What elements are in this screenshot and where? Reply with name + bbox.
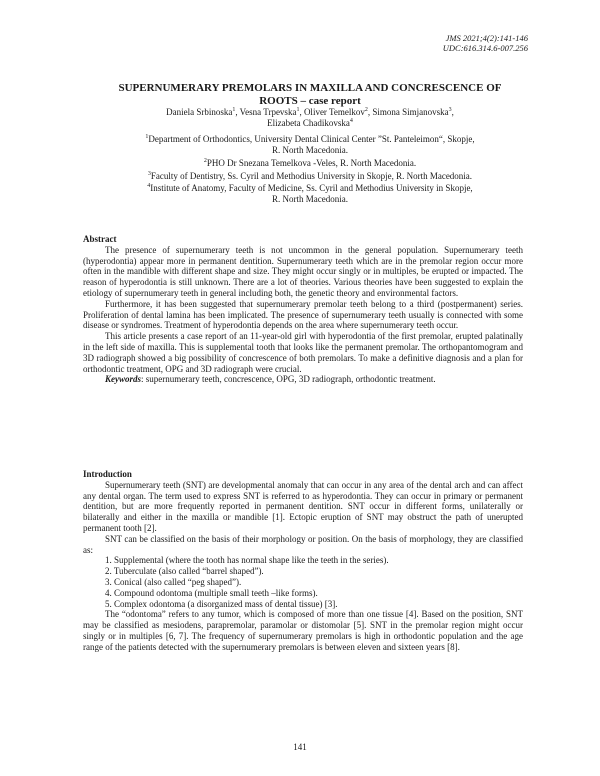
affiliation-text: Institute of Anatomy, Faculty of Medicine, Ss. Cyril and Methodius University in Skopje, — [150, 183, 473, 193]
affiliation-3 — [100, 171, 520, 182]
affiliation-text: PHO Dr Snezana Temelkova -Veles, R. North Macedonia. — [206, 158, 417, 168]
paper-title — [100, 82, 520, 108]
list-item: 5. Complex odontoma (a disorganized mass of dental tissue) [3]. — [105, 598, 338, 609]
abstract-paragraph: This article presents a case report of an 11-year-old girl with hyperodontia of the first premolar, erupted palatinally in the left side of maxilla. This is supplemental tooth that looks like the permanent premolar. The orthopantomogram and 3D radiograph showed a big possibility of concrescence of both premolars. To make a definitive diagnosis and a plan for orthodontic treatment, OPG and 3D radiograph were crucial. — [83, 331, 523, 374]
author-list — [100, 107, 520, 129]
journal-header — [443, 33, 528, 53]
intro-paragraph: Supernumerary teeth (SNT) are developmental anomaly that can occur in any area of the dental arch and can affect any dental organ. The term used to express SNT is referred to as hyperodontia. They can occur in primary or permanent dentition, but are more frequently reported in permanent dentition. SNT occur in different forms, unilaterally or bilaterally and either in the maxilla or mandible [1]. Ectopic eruption of SNT may obstruct the path of unerupted permanent tooth [2]. — [83, 479, 523, 533]
affiliation-text: Department of Orthodontics, University Dental Clinical Center ”St. Panteleimon“, Skopje, — [148, 134, 475, 144]
page-number: 141 — [293, 742, 307, 752]
list-item: 4. Compound odontoma (multiple small teeth –like forms). — [105, 587, 318, 598]
affiliation-text-cont: R. North Macedonia. — [272, 194, 348, 204]
author-affiliation-mark: 2 — [364, 107, 368, 113]
abstract-heading: Abstract — [83, 234, 117, 244]
affiliation-text: Faculty of Dentistry, Ss. Cyril and Methodius University in Skopje, R. North Macedonia. — [150, 171, 473, 181]
title-line-2: ROOTS – case report — [259, 95, 361, 107]
author-name: , Oliver Temelkov — [299, 107, 365, 117]
abstract-paragraph: The presence of supernumerary teeth is not uncommon in the general population. Supernumerary teeth (hyperodontia) appear more in permanent dentition. Supernumerary teeth which are in the premolar region occur more often in the mandible with different shape and size. They might occur singly or in multiples, be erupted or impacted. The reason of hyperodontia is still unknown. There are a lot of theories. Various theories have been suggested to explain the etiology of supernumerary teeth in general including both, the genetic theory and environmental factors. — [83, 244, 523, 298]
udc-code: UDC:616.314.6-007.256 — [442, 43, 528, 53]
author-name: , Simona Simjanovska — [367, 107, 449, 117]
author-affiliation-mark: 1 — [296, 107, 300, 113]
list-item: 1. Supplemental (where the tooth has normal shape like the teeth in the series). — [105, 555, 389, 566]
affiliation-2 — [100, 158, 520, 169]
keywords-line — [83, 374, 523, 385]
abstract-paragraph: Furthermore, it has been suggested that supernumerary premolar teeth belong to a third (postpermanent) series. Proliferation of dental lamina has been implicated. The presence of supernumerary teeth usually is connected with some disease or syndromes. Treatment of hyperodontia depends on the area where supernumerary teeth occur. — [83, 298, 523, 331]
intro-paragraph: The “odontoma” refers to any tumor, which is composed of more than one tissue [4]. Based on the position, SNT may be classified as mesiodens, parapremolar, paramolar or distomolar [5]. SNT in the premolar region might occur singly or in multiples [6, 7]. The frequency of supernumerary premolars is high in orthodontic population and the age range of the patients detected with the supernumerary premolars is between eleven and sixteen years [8]. — [83, 609, 523, 652]
keywords-label: Keywords — [105, 374, 141, 385]
author-separator: , — [451, 107, 454, 117]
introduction-heading: Introduction — [83, 469, 132, 479]
abstract-section — [83, 234, 523, 385]
intro-paragraph: SNT can be classified on the basis of their morphology or position. On the basis of morphology, they are classified as: — [83, 533, 523, 555]
title-line-1: SUPERNUMERARY PREMOLARS IN MAXILLA AND CONCRESCENCE OF — [118, 82, 502, 94]
author-name: Elizabeta Chadikovska — [267, 118, 350, 128]
author-name: Daniela Srbinoska — [166, 107, 233, 117]
keywords-text: : supernumerary teeth, concrescence, OPG, 3D radiograph, orthodontic treatment. — [141, 374, 436, 385]
affiliation-mark: 4 — [147, 183, 151, 189]
affiliation-1 — [100, 134, 520, 156]
affiliation-mark: 3 — [147, 171, 151, 177]
list-item: 2. Tuberculate (also called “barrel shaped”). — [105, 566, 264, 577]
affiliation-text-cont: R. North Macedonia. — [272, 145, 348, 155]
affiliation-mark: 2 — [203, 158, 207, 164]
affiliation-mark: 1 — [145, 134, 149, 140]
introduction-section — [83, 469, 523, 653]
author-affiliation-mark: 4 — [349, 118, 353, 124]
author-name: , Vesna Trpevska — [235, 107, 297, 117]
journal-citation: JMS 2021;4(2):141-146 — [445, 33, 528, 43]
affiliation-4 — [100, 183, 520, 205]
author-affiliation-mark: 1 — [232, 107, 236, 113]
list-item: 3. Conical (also called “peg shaped”). — [105, 576, 242, 587]
author-affiliation-mark: 3 — [448, 107, 452, 113]
